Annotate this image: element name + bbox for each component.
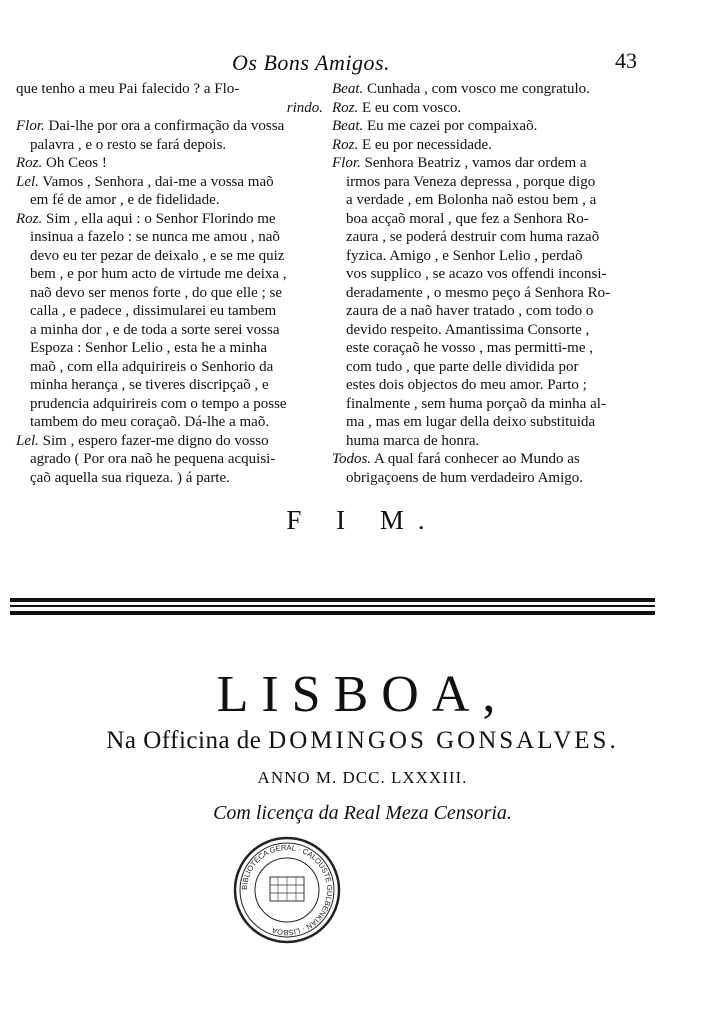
speaker-label: Lel.: [16, 432, 39, 449]
dialogue-entry: [16, 117, 323, 154]
dialogue-line: huma marca de honra.: [346, 432, 480, 449]
dialogue-line: agrado ( Por ora naõ he pequena acquisi-: [30, 451, 276, 467]
speaker-label: Lel.: [16, 173, 39, 190]
dialogue-line: em fé de amor , e de fidelidade.: [30, 192, 220, 208]
dialogue-line: bem , e por hum acto de virtude me deixa ,: [30, 266, 287, 282]
dialogue-line: [332, 136, 642, 155]
dialogue-line: estes dois objectos do meu amor. Parto ;: [346, 377, 587, 393]
imprint-officina-prefix: Na Officina de: [106, 727, 262, 754]
line-text: Sim , espero fazer-me digno do vosso: [42, 432, 269, 449]
speaker-label: Flor.: [332, 155, 361, 171]
dialogue-line: irmos para Veneza depressa , porque digo: [346, 173, 596, 190]
speaker-label: Beat.: [332, 118, 364, 134]
dialogue-entry: [332, 80, 642, 99]
line-text: E eu com vosco.: [362, 99, 462, 116]
dialogue-line: zaura de a naõ haver tratado , com todo o: [346, 303, 594, 319]
dialogue-line: [16, 173, 323, 192]
dialogue-entry: [16, 154, 323, 173]
line-text: Oh Ceos !: [46, 155, 107, 171]
dialogue-line: insinua a fazelo : se nunca me amou , naõ: [30, 229, 280, 245]
dialogue-line: devido respeito. Amantissima Consorte ,: [346, 321, 590, 338]
dialogue-line: ma , mas em lugar della deixo substituida: [346, 414, 596, 430]
dialogue-entry: [16, 210, 323, 432]
dialogue-line: prudencia adquirireis com o tempo a posse: [30, 395, 287, 412]
dialogue-entry: [332, 99, 642, 118]
imprint-licence: Com licença da Real Meza Censoria.: [213, 802, 512, 824]
dialogue-entry: [16, 99, 323, 118]
line-text: Vamos , Senhora , dai-me a vossa maõ: [42, 173, 274, 190]
line-text: Sim , ella aqui : o Senhor Florindo me: [46, 210, 276, 227]
dialogue-line: a minha dor , e de toda a sorte serei vossa: [30, 321, 280, 338]
ornamental-rule: [10, 605, 655, 607]
imprint-year: ANNO M. DCC. LXXXIII.: [257, 768, 468, 787]
speaker-label: Roz.: [16, 155, 43, 171]
dialogue-line: [332, 80, 642, 99]
dialogue-line: [16, 432, 323, 451]
line-text: Cunhada , com vosco me congratulo.: [367, 81, 590, 97]
dialogue-line: tambem do meu coraçaõ. Dá-lhe a maõ.: [30, 414, 270, 430]
dialogue-line: naõ devo ser menos forte , do que elle ; se: [30, 284, 283, 301]
dialogue-entry: [332, 154, 642, 450]
running-head: [0, 50, 725, 78]
dialogue-line: çaõ aquella sua riqueza. ) á parte.: [30, 469, 230, 486]
dialogue-line: palavra , e o resto se fará depois.: [30, 136, 227, 153]
speaker-label: Roz.: [332, 136, 359, 153]
line-text: A qual fará conhecer ao Mundo as: [374, 451, 580, 467]
dialogue-line: [332, 154, 642, 173]
dialogue-line: finalmente , sem huma porçaõ da minha al-: [346, 395, 606, 412]
dialogue-line: obrigaçoens de hum verdadeiro Amigo.: [346, 469, 584, 486]
dialogue-line: com tudo , que parte delle dividida por: [346, 358, 579, 375]
speaker-label: Roz.: [332, 99, 359, 116]
line-text: E eu por necessidade.: [362, 136, 492, 153]
dialogue-line: que tenho a meu Pai falecido ? a Flo-: [16, 81, 240, 97]
line-text: Senhora Beatriz , vamos dar ordem a: [364, 155, 587, 171]
dialogue-line: rindo.: [286, 99, 323, 116]
dialogue-line: [16, 154, 323, 173]
ornamental-rule: [10, 611, 655, 615]
dialogue-line: fyzica. Amigo , e Senhor Lelio , perdaõ: [346, 247, 583, 264]
running-title: Os Bons Amigos.: [232, 50, 391, 75]
left-column: [16, 80, 323, 487]
dialogue-line: zaura , se poderá destruir com huma razaõ: [346, 229, 600, 245]
speaker-label: Flor.: [16, 118, 45, 134]
dialogue-line: Espoza : Senhor Lelio , esta he a minha: [30, 340, 268, 356]
dialogue-line: [332, 117, 642, 136]
imprint-printer-line: [0, 727, 725, 755]
imprint-city: LISBOA,: [216, 666, 509, 723]
page-number: 43: [615, 48, 637, 73]
dialogue-entry: [16, 173, 323, 210]
dialogue-entry: [16, 432, 323, 488]
dialogue-line: [16, 210, 323, 229]
line-text: Eu me cazei por compaixaõ.: [367, 118, 538, 134]
right-column: [332, 80, 642, 487]
dialogue-line: vos supplico , se acazo vos offendi inconsi-: [346, 266, 607, 282]
line-text: Dai-lhe por ora a confirmação da vossa: [48, 118, 285, 134]
dialogue-line: minha herança , se tiveres discripçaõ , e: [30, 377, 269, 393]
imprint-printer-name: DOMINGOS GONSALVES.: [268, 727, 619, 754]
svg-text:BIBLIOTECA GERAL · CALOUSTE GU: BIBLIOTECA GERAL · CALOUSTE GULBENKIAN · LISBOA: [239, 842, 335, 938]
library-stamp-icon: [232, 835, 342, 945]
dialogue-line: deradamente , o mesmo peço á Senhora Ro-: [346, 284, 611, 301]
dialogue-line: a verdade , em Bolonha naõ estou bem , a: [346, 192, 597, 208]
dialogue-line: este coraçaõ he vosso , mas permitti-me ,: [346, 340, 594, 356]
dialogue-line: devo eu ter pezar de deixalo , e se me quiz: [30, 247, 285, 264]
dialogue-line: [332, 450, 642, 469]
dialogue-entry: [332, 450, 642, 487]
dialogue-line: maõ , com ella adquirireis o Senhorio da: [30, 358, 274, 375]
fim-heading: F I M.: [286, 505, 439, 535]
dialogue-entry: [332, 136, 642, 155]
ornamental-rule: [10, 598, 655, 602]
speaker-label: Roz.: [16, 210, 43, 227]
dialogue-line: boa acçaõ moral , que fez a Senhora Ro-: [346, 210, 589, 227]
dialogue-entry: [16, 80, 323, 99]
speaker-label: Beat.: [332, 81, 364, 97]
dialogue-line: [16, 117, 323, 136]
dialogue-entry: [332, 117, 642, 136]
dialogue-line: calla , e padece , dissimularei eu tambem: [30, 303, 277, 319]
dialogue-line: [332, 99, 642, 118]
speaker-label: Todos.: [332, 451, 372, 467]
